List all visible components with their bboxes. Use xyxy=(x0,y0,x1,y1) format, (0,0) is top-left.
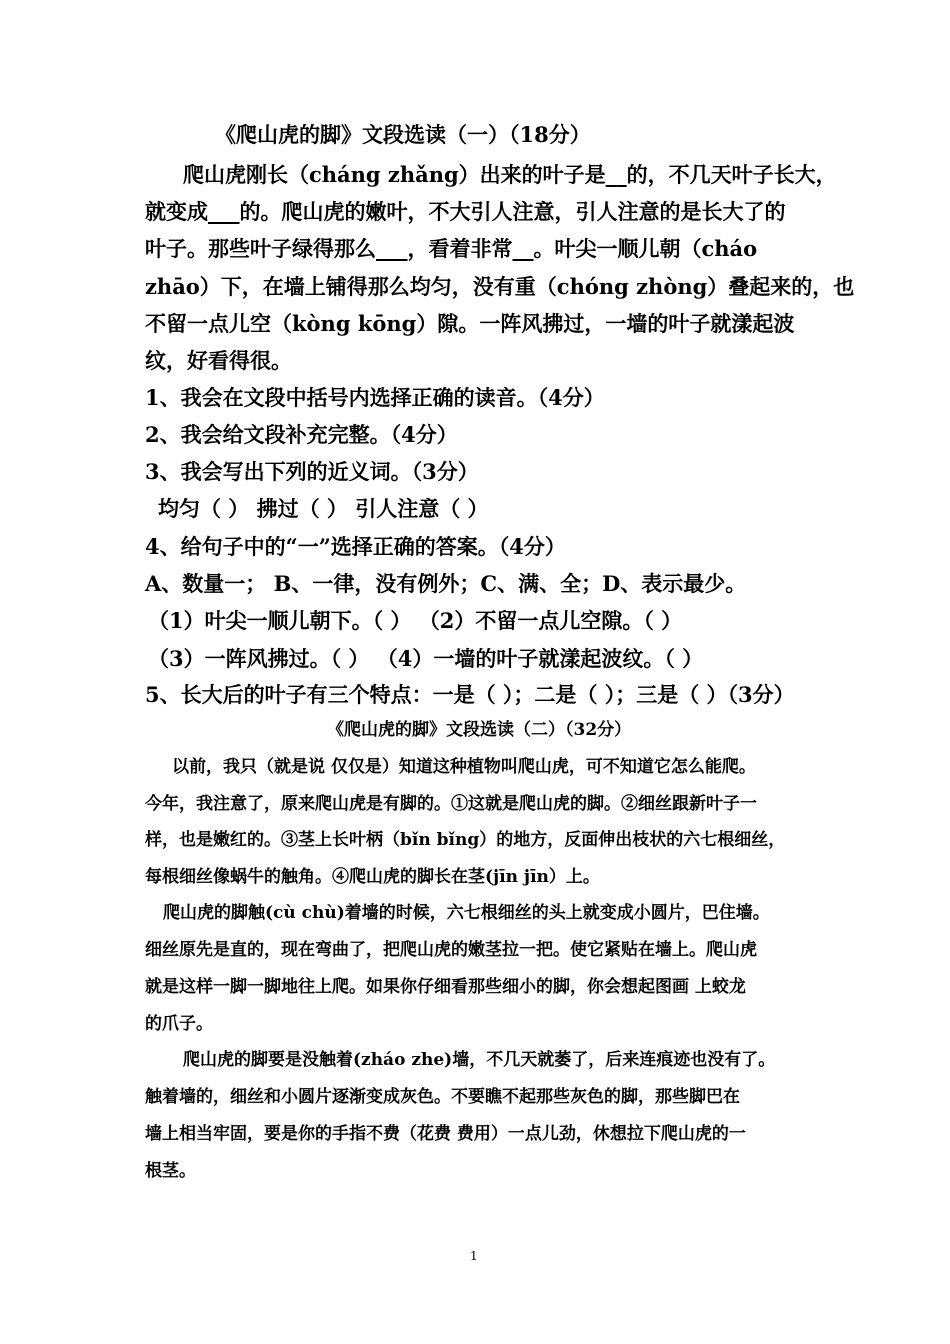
s2-passage-line: 以前，我只（就是说 仅仅是）知道这种植物叫爬山虎，可不知道它怎么能爬。 xyxy=(172,757,756,777)
page-number: 1 xyxy=(470,1249,478,1263)
s2-passage-line: 就是这样一脚一脚地往上爬。如果你仔细看那些细小的脚，你会想起图画 上蛟龙 xyxy=(145,977,746,997)
s1-passage-line: 爬山虎刚长（cháng zhǎng）出来的叶子是__的，不几天叶子长大， xyxy=(183,162,837,187)
s2-passage-line: 细丝原先是直的，现在弯曲了，把爬山虎的嫩茎拉一把。使它紧贴在墙上。爬山虎 xyxy=(145,940,757,960)
s2-passage-line: 触着墙的，细丝和小圆片逐渐变成灰色。不要瞧不起那些灰色的脚，那些脚巴在 xyxy=(145,1087,740,1107)
question-5: 5、长大后的叶子有三个特点：一是（ ）；二是（ ）；三是（ ）（3分） xyxy=(145,682,795,707)
s2-passage-line: 的爪子。 xyxy=(145,1014,213,1034)
s2-passage-line: 样，也是嫩红的。③茎上长叶柄（bǐn bǐng）的地方，反面伸出枝状的六七根细丝， xyxy=(145,830,786,850)
question-4-items-a: （1）叶尖一顺儿朝下。（ ） （2）不留一点儿空隙。（ ） xyxy=(148,608,683,633)
s2-passage-line: 今年，我注意了，原来爬山虎是有脚的。①这就是爬山虎的脚。②细丝跟新叶子一 xyxy=(145,794,757,814)
section2-title: 《爬山虎的脚》文段选读（二）（32分） xyxy=(327,720,632,740)
s1-passage-line: 叶子。那些叶子绿得那么___，看着非常__。叶尖一顺儿朝（cháo xyxy=(145,236,758,261)
question-4-options: A、数量一； B、一律，没有例外；C、满、全；D、表示最少。 xyxy=(145,571,747,596)
s1-passage-line: 纹，好看得很。 xyxy=(145,348,292,373)
s2-passage-line: 每根细丝像蜗牛的触角。④爬山虎的脚长在茎(jīn jīn）上。 xyxy=(145,867,600,887)
s2-passage-line: 墙上相当牢固，要是你的手指不费（花费 费用）一点儿劲，休想拉下爬山虎的一 xyxy=(145,1124,746,1144)
s1-passage-line: 就变成___的。爬山虎的嫩叶，不大引人注意，引人注意的是长大了的 xyxy=(145,199,786,224)
question-4-items-b: （3）一阵风拂过。（ ） （4）一墙的叶子就漾起波纹。（ ） xyxy=(148,646,704,671)
question-2: 2、我会给文段补充完整。（4分） xyxy=(145,422,458,447)
section1-title: 《爬山虎的脚》文段选读（一）（18分） xyxy=(215,122,591,147)
question-1: 1、我会在文段中括号内选择正确的读音。（4分） xyxy=(145,385,605,410)
question-3: 3、我会写出下列的近义词。（3分） xyxy=(145,459,479,484)
question-4: 4、给句子中的“一”选择正确的答案。（4分） xyxy=(145,534,566,559)
s2-passage-line: 爬山虎的脚触(cù chù)着墙的时候，六七根细丝的头上就变成小圆片，巴住墙。 xyxy=(163,903,770,923)
s2-passage-line: 爬山虎的脚要是没触着(zháo zhe)墙，不几天就萎了，后来连痕迹也没有了。 xyxy=(183,1050,776,1070)
question-3-blanks: 均匀（ ） 拂过（ ） 引人注意（ ） xyxy=(158,496,489,521)
s2-passage-line: 根茎。 xyxy=(145,1161,196,1181)
s1-passage-line: 不留一点儿空（kòng kōng）隙。一阵风拂过，一墙的叶子就漾起波 xyxy=(145,311,795,336)
s1-passage-line: zhāo）下，在墙上铺得那么均匀，没有重（chóng zhòng）叠起来的，也 xyxy=(145,274,855,299)
